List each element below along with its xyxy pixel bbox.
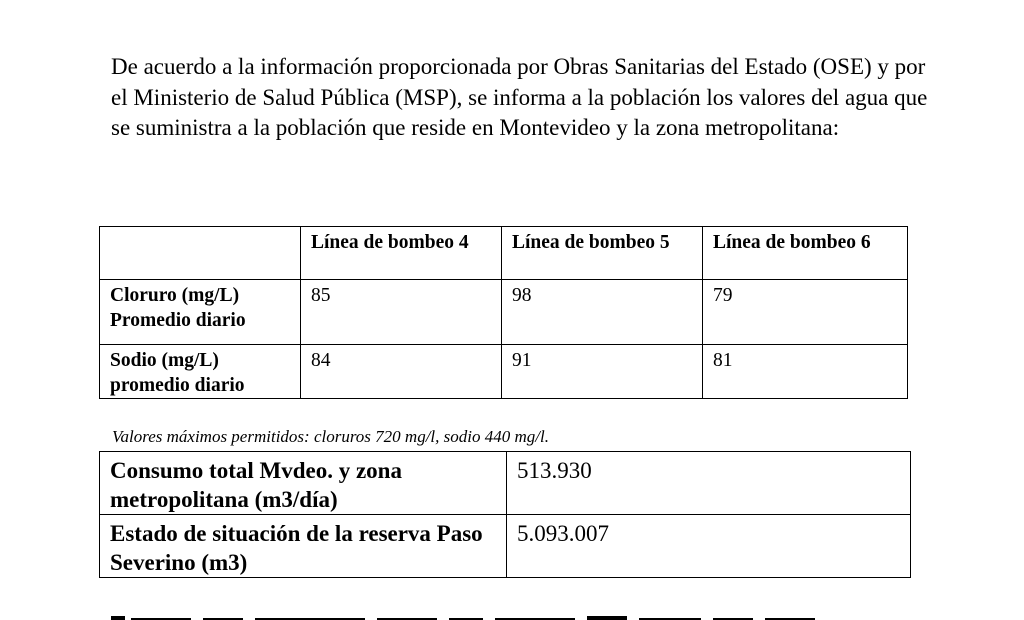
table-header-row (100, 227, 908, 280)
table-cell: 513.930 (507, 452, 911, 515)
truncated-text-glyphs (111, 606, 871, 620)
row-label: Consumo total Mvdeo. y zona metropolitana (m3/día) (100, 452, 507, 515)
row-label: Estado de situación de la reserva Paso Severino (m3) (100, 515, 507, 578)
column-header: Línea de bombeo 4 (301, 227, 502, 280)
intro-paragraph: De acuerdo a la información proporcionada por Obras Sanitarias del Estado (OSE) y por el Ministerio de Salud Pública (MSP), se informa a la población los valores del agua que se suministra a la población que reside en Montevideo y la zona metropolitana: (111, 54, 928, 140)
table-row (100, 452, 911, 515)
consumption-table (99, 451, 911, 578)
table-row (100, 345, 908, 399)
water-quality-table (99, 226, 908, 399)
row-label: Cloruro (mg/L) Promedio diario (100, 280, 301, 345)
table-cell: 91 (502, 345, 703, 399)
table-row (100, 280, 908, 345)
row-label: Sodio (mg/L) promedio diario (100, 345, 301, 399)
table-cell: 98 (502, 280, 703, 345)
table-row (100, 515, 911, 578)
column-header: Línea de bombeo 5 (502, 227, 703, 280)
table-cell: 84 (301, 345, 502, 399)
table-cell: 79 (703, 280, 908, 345)
table-cell: 5.093.007 (507, 515, 911, 578)
empty-header-cell (100, 227, 301, 280)
max-values-note: Valores máximos permitidos: cloruros 720 mg/l, sodio 440 mg/l. (112, 427, 549, 446)
table-cell: 81 (703, 345, 908, 399)
truncated-heading (111, 606, 871, 620)
table-cell: 85 (301, 280, 502, 345)
column-header: Línea de bombeo 6 (703, 227, 908, 280)
